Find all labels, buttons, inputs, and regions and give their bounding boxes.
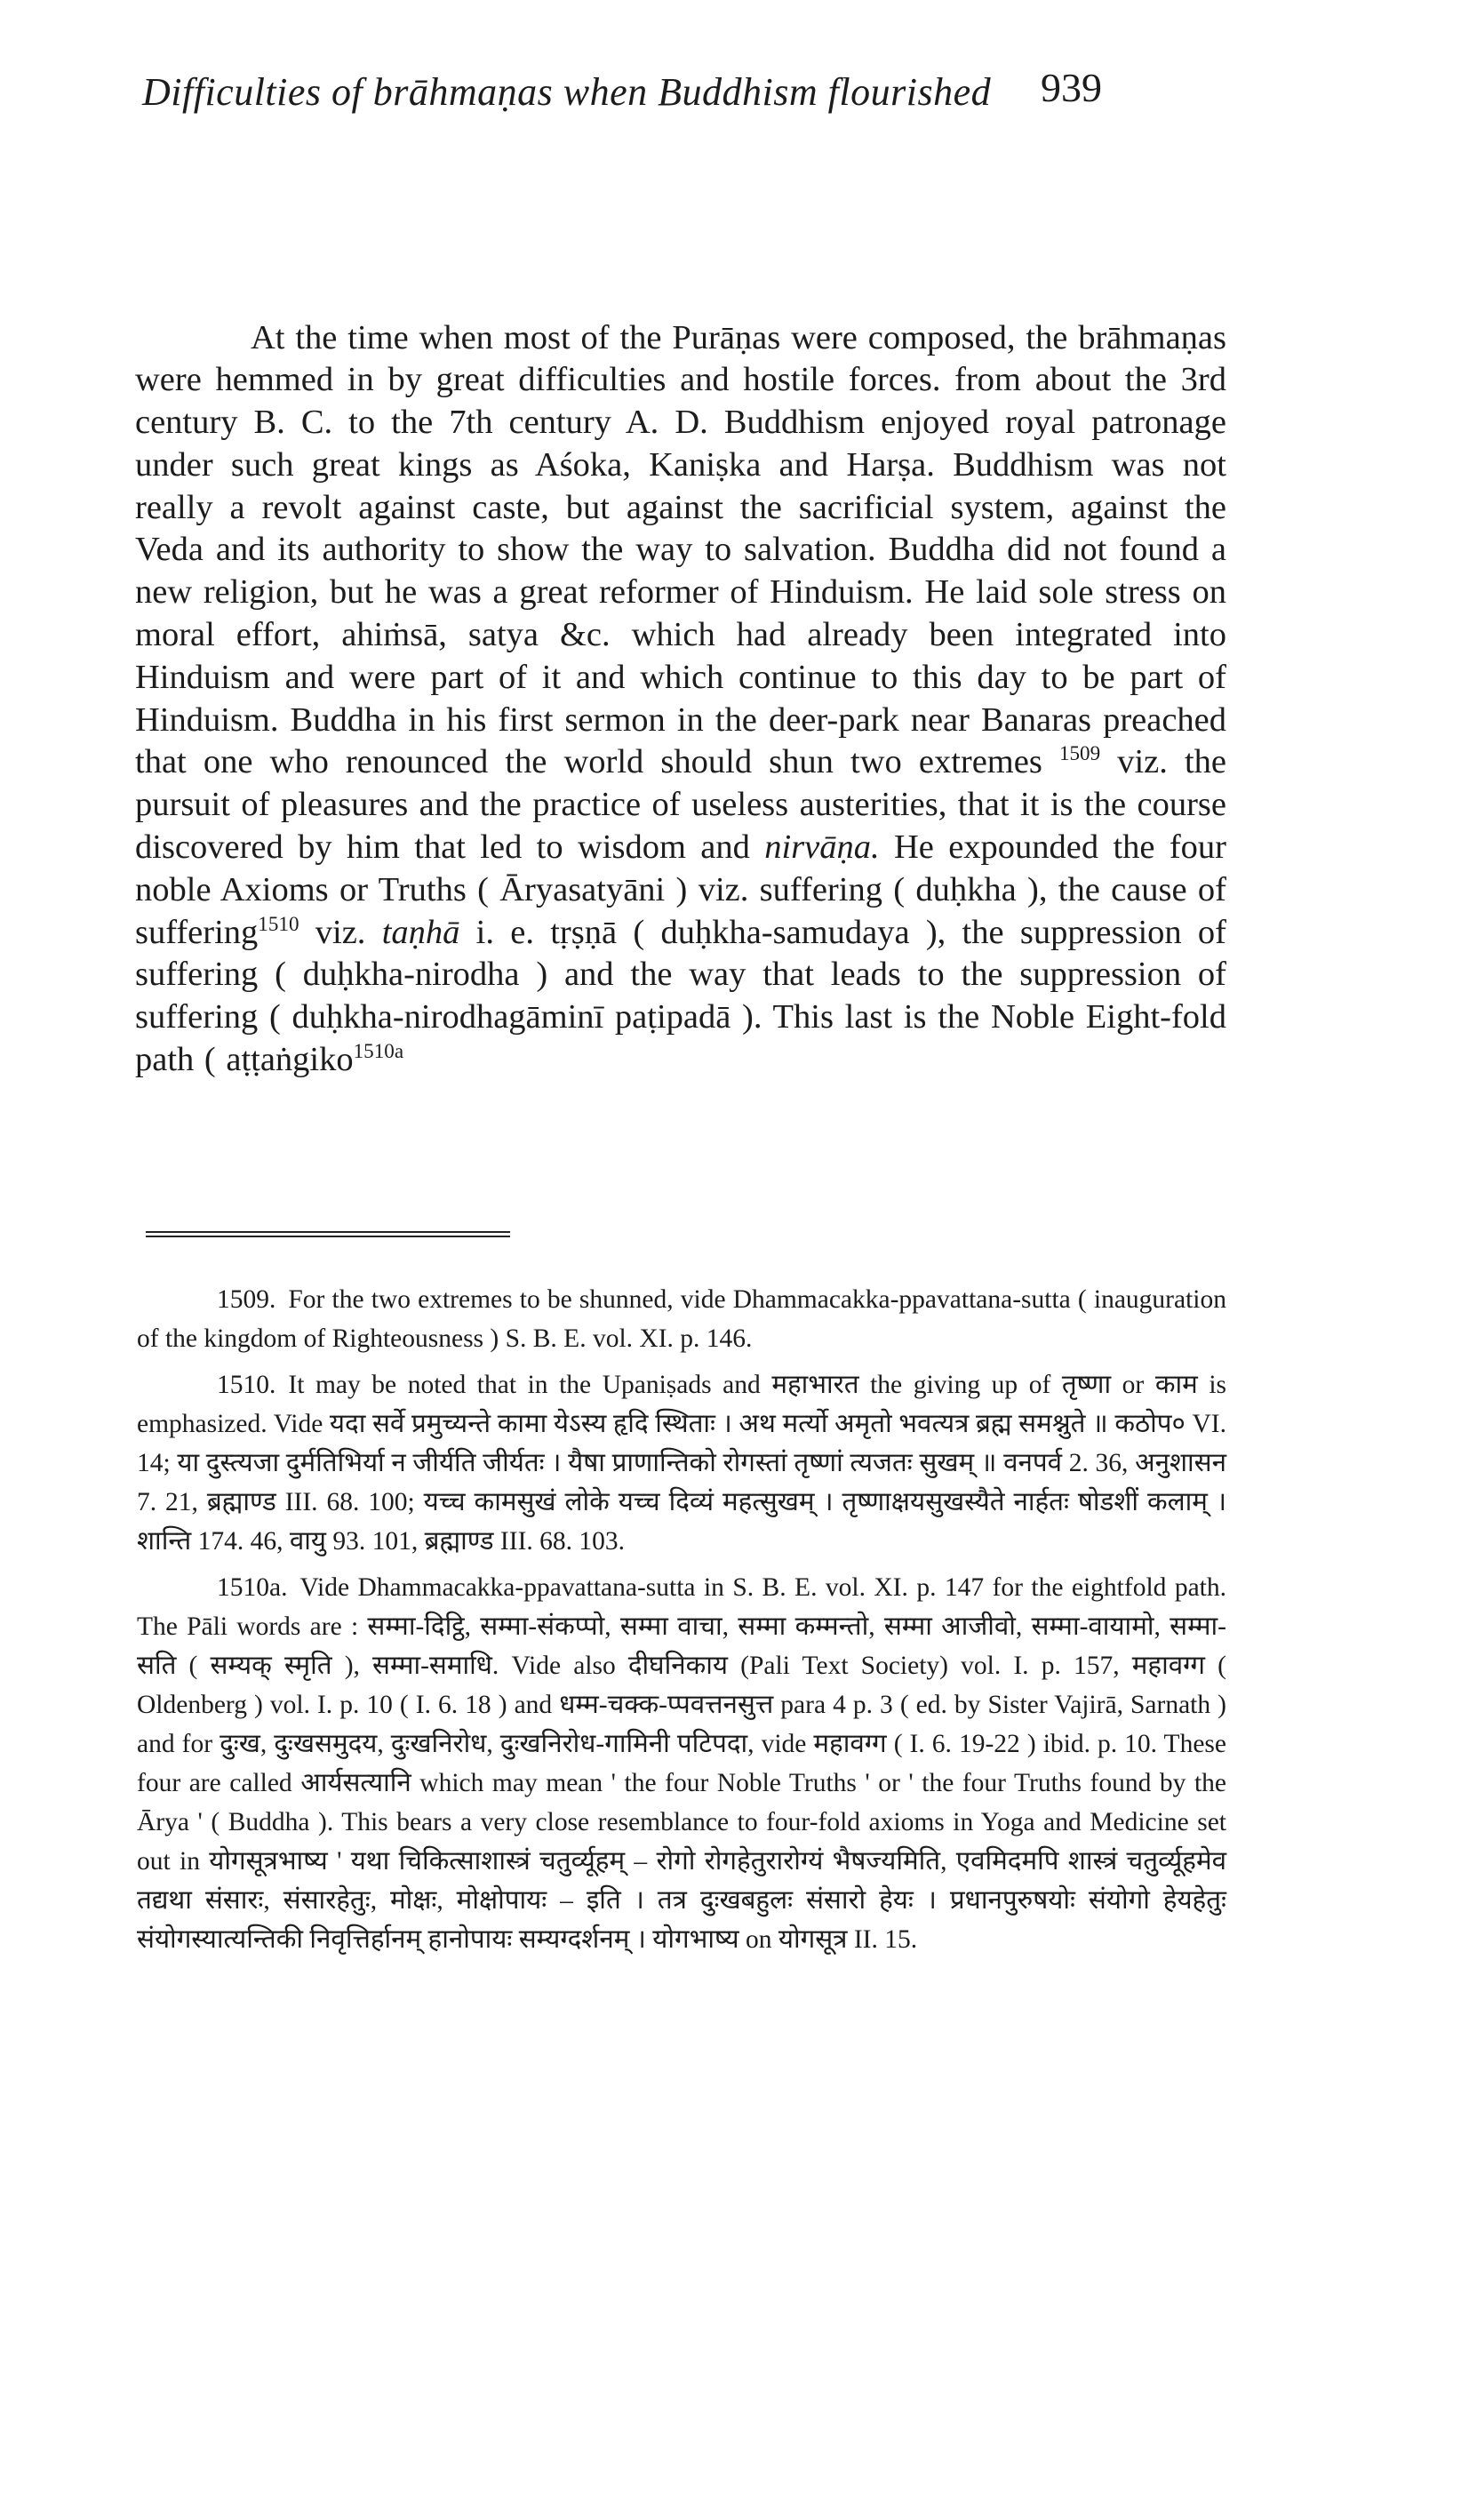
- tanha-term: taṇhā: [381, 913, 460, 951]
- footnote-number: 1510.: [217, 1371, 276, 1399]
- footnote-text: It may be noted that in the Upaniṣads and महाभारत the giving up of तृष्णा or काम is emphasized. Vide यदा सर्वे प्रमुच्यन्ते कामा येऽस्य हृदि स्थिताः । अथ मर्त्यो अमृतो भवत्यत्र ब्रह्म समश्नुते ॥ कठोप० VI. 14; या दुस्त्यजा दुर्मतिभिर्या न जीर्यति जीर्यतः । यैषा प्राणान्तिको रोगस्तां तृष्णां त्यजतः सुखम् ॥ वनपर्व 2. 36, अनुशासन 7. 21, ब्रह्माण्ड III. 68. 100; यच्च कामसुखं लोके यच्च दिव्यं महत्सुखम् । तृष्णाक्षयसुखस्यैते नार्हतः षोडशीं कलाम् । शान्ति 174. 46, वायु 93. 101, ब्रह्माण्ड III. 68. 103.: [137, 1371, 1226, 1556]
- page-content: [124, 133, 1226, 2444]
- footnote-ref-1510a: 1510a: [353, 1039, 404, 1063]
- footnote-text: Vide Dhammacakka-ppavattana-sutta in S. B. E. vol. XI. p. 147 for the eightfold path. The Pāli words are : सम्मा-दिट्ठि, सम्मा-संकप्पो, सम्मा वाचा, सम्मा कम्मन्तो, सम्मा आजीवो, सम्मा-वायामो, सम्मा-सति ( सम्यक् स्मृति ), सम्मा-समाधि. Vide also दीघनिकाय (Pali Text Society) vol. I. p. 157, महावग्ग ( Oldenberg ) vol. I. p. 10 ( I. 6. 18 ) and धम्म-चक्क-प्पवत्तनसुत्त para 4 p. 3 ( ed. by Sister Vajirā, Sarnath ) and for दुःख, दुःखसमुदय, दुःखनिरोध, दुःखनिरोध-गामिनी पटिपदा, vide महावग्ग ( I. 6. 19-22 ) ibid. p. 10. These four are called आर्यसत्यानि which may mean ' the four Noble Truths ' or ' the four Truths found by the Ārya ' ( Buddha ). This bears a very close resemblance to four-fold axioms in Yoga and Medicine set out in योगसूत्रभाष्य ' यथा चिकित्साशास्त्रं चतुर्व्यूहम् – रोगो रोगहेतुरारोग्यं भैषज्यमिति, एवमिदमपि शास्त्रं चतुर्व्यूहमेव तद्यथा संसारः, संसारहेतुः, मोक्षः, मोक्षोपायः – इति । तत्र दुःखबहुलः संसारो हेयः । प्रधानपुरुषयोः संयोगो हेयहेतुः संयोगस्यात्यन्तिकी निवृत्तिर्हानम् हानोपायः सम्यग्दर्शनम् । योगभाष्य on योगसूत्र II. 15.: [137, 1573, 1226, 1954]
- main-paragraph: [135, 317, 1226, 1082]
- footnote-1509: [137, 1280, 1226, 1358]
- main-text-part-5: i. e. tṛṣṇā ( duḥkha-samudaya ), the suppression of suffering ( duḥkha-nirodha ) and the way that leads to the suppression of suffering ( duḥkha-nirodhagāminī paṭipadā ). This last is the Noble Eight-fold path ( aṭṭaṅgiko: [135, 913, 1226, 1079]
- page-number: 939: [1041, 65, 1102, 110]
- main-text-part-2: viz. the pursuit of pleasures and the practice of useless austerities, that it is the course discovered by him that led to wisdom and: [135, 743, 1227, 867]
- footnote-text: For the two extremes to be shunned, vide Dhammacakka-ppavattana-sutta ( inauguration of the kingdom of Righteousness ) S. B. E. vol. XI. p. 146.: [137, 1285, 1226, 1353]
- footnote-ref-1510: 1510: [258, 911, 299, 935]
- footnote-number: 1510a.: [217, 1573, 288, 1602]
- footnote-divider: [146, 1231, 510, 1237]
- main-text-part-4: viz.: [299, 913, 382, 951]
- main-text-part-3: He expounded the four noble Axioms or Truths ( Āryasatyāni ) viz. suffering ( duḥkha ), the cause of suffering: [135, 828, 1227, 951]
- running-head: [142, 52, 1102, 132]
- nirvana-term: nirvāṇa.: [764, 828, 880, 867]
- footnotes: [137, 1280, 1226, 1966]
- footnote-1510: [137, 1365, 1226, 1561]
- main-text-part-1: At the time when most of the Purāṇas were composed, the brāhmaṇas were hemmed in by great difficulties and hostile forces. from about the 3rd century B. C. to the 7th century A. D. Buddhism enjoyed royal patronage under such great kings as Aśoka, Kaniṣka and Harṣa. Buddhism was not really a revolt against caste, but against the sacrificial system, against the Veda and its authority to show the way to salvation. Buddha did not found a new religion, but he was a great reformer of Hinduism. He laid sole stress on moral effort, ahiṁsā, satya &c. which had already been integrated into Hinduism and were part of it and which continue to this day to be part of Hinduism. Buddha in his first sermon in the deer-park near Banaras preached that one who renounced the world should shun two extremes: [135, 318, 1226, 781]
- footnote-number: 1509.: [217, 1285, 276, 1314]
- running-title: Difficulties of brāhmaṇas when Buddhism flourished: [142, 70, 992, 114]
- footnote-1510a: [137, 1568, 1226, 1959]
- footnote-ref-1509: 1509: [1058, 741, 1101, 765]
